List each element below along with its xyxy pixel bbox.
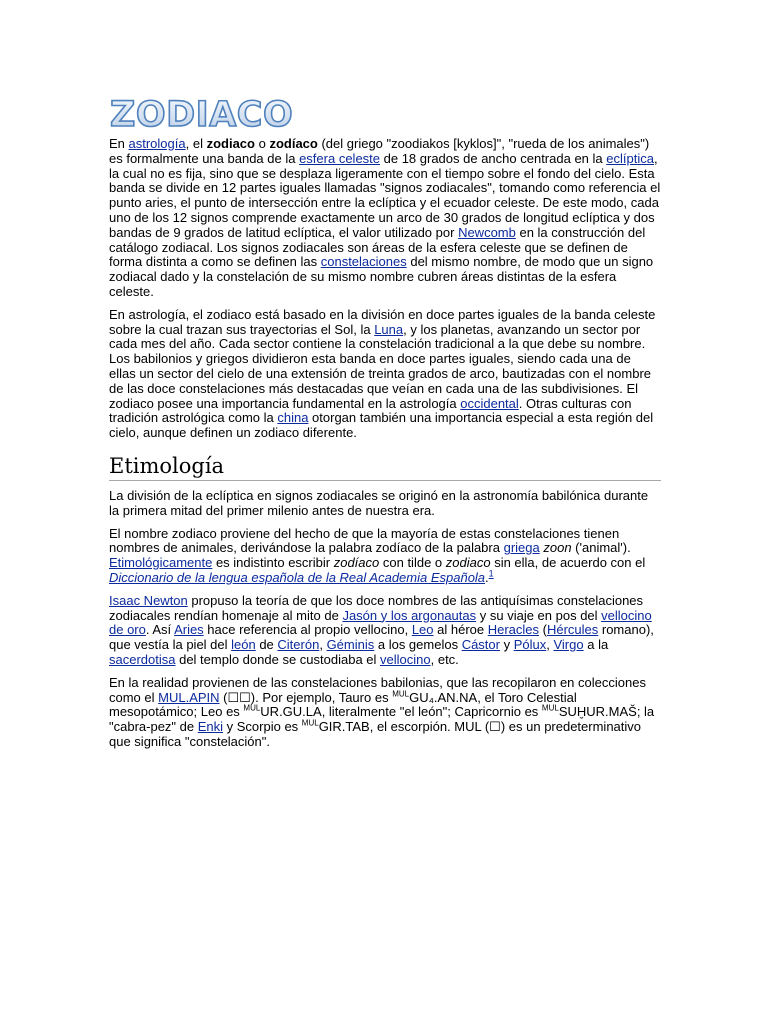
intro-paragraph: En astrología, el zodiaco o zodíaco (del griego "zoodiakos [kyklos]", "rueda de los animales") es formalmente una banda de la esfera celeste de 18 grados de ancho centrada en la eclíptica, la cual no es fija, sino que se desplaza ligeramente con el tiempo sobre el fondo del cielo. Esta banda se divide en 12 partes iguales llamadas "signos zodiacales", tomando como referencia el punto aries, el punto de intersección entre la eclíptica y el ecuador celeste. De este modo, cada uno de los 12 signos comprende exactamente un arco de 30 grados de longitud eclíptica y dos bandas de 9 grados de latitud eclíptica, el valor utilizado por Newcomb en la construcción del catálogo zodiacal. Los signos zodiacales son áreas de la esfera celeste que se definen de forma distinta a como se definen las constelaciones del mismo nombre, de modo que un signo zodiacal dado y la constelación de su mismo nombre cubren áreas distintas de la esfera celeste.: [109, 136, 661, 299]
link-vellocino-de-oro[interactable]: vellocino de oro: [109, 607, 652, 638]
link-geminis[interactable]: Géminis: [326, 637, 375, 653]
page-title: ZODIACO: [110, 95, 294, 135]
link-heracles[interactable]: Heracles: [487, 622, 540, 638]
link-sacerdotisa[interactable]: sacerdotisa: [109, 651, 176, 667]
section-heading-etimologia: Etimología: [109, 453, 661, 481]
link-isaac-newton[interactable]: Isaac Newton: [109, 592, 188, 608]
etymology-paragraph-2: El nombre zodiaco proviene del hecho de que la mayoría de estas constelaciones tienen nombres de animales, derivándose la palabra zodíaco de la palabra griega zoon ('animal'). Etimológicamente es indistinto escribir zodíaco con tilde o zodiaco sin ella, de acuerdo con el Diccionario de la lengua española de la Real Academia Española.$^1$: [109, 525, 646, 585]
link-vellocino[interactable]: vellocino: [380, 651, 431, 667]
link-ecliptica[interactable]: eclíptica: [606, 150, 654, 166]
link-luna[interactable]: Luna: [374, 321, 404, 337]
link-virgo[interactable]: Virgo: [553, 637, 584, 653]
babylonian-paragraph: En la realidad provienen de las constelaciones babilonias, que las recopilaron en colecciones como el MUL.APIN (☐☐). Por ejemplo, Tauro es $^{MUL}$GU₄.AN.NA, el Toro Celestial mesopotámico; Leo es $^{MUL}$UR.GU.LA, literalmente "el león"; Capricornio es $^{MUL}$SUḪUR.MAŠ; la "cabra-pez" de Enki y Scorpio es $^{MUL}$GIR.TAB, el escorpión. MUL (☐) es un predeterminativo que significa "constelación".: [109, 674, 655, 749]
link-citeron[interactable]: Citerón: [277, 637, 320, 653]
link-leo[interactable]: Leo: [411, 622, 434, 638]
title-logo: [109, 93, 661, 133]
link-castor[interactable]: Cástor: [461, 637, 500, 653]
link-polux[interactable]: Pólux: [513, 637, 547, 653]
link-occidental[interactable]: occidental: [460, 395, 519, 411]
link-esfera-celeste[interactable]: esfera celeste: [299, 150, 381, 166]
link-leon[interactable]: león: [231, 637, 256, 653]
article: [109, 93, 661, 758]
link-china[interactable]: china: [277, 410, 309, 426]
link-constelaciones[interactable]: constelaciones: [320, 254, 407, 270]
link-diccionario-rae[interactable]: Diccionario de la lengua española de la Real Academia Española: [109, 569, 486, 585]
link-newcomb[interactable]: Newcomb: [458, 224, 516, 240]
title-wordart: [109, 93, 294, 135]
newton-paragraph: Isaac Newton propuso la teoría de que los doce nombres de las antiquísimas constelaciones zodiacales rendían homenaje al mito de Jasón y los argonautas y su viaje en pos del vellocino de oro. Así Aries hace referencia al propio vellocino, Leo al héroe Heracles (Hércules romano), que vestía la piel del león de Citerón, Géminis a los gemelos Cástor y Pólux, Virgo a la sacerdotisa del templo donde se custodiaba el vellocino, etc.: [109, 592, 654, 667]
link-etimologicamente[interactable]: Etimológicamente: [109, 555, 213, 571]
footnote-ref-1[interactable]: 1: [488, 568, 494, 579]
link-hercules[interactable]: Hércules: [546, 622, 599, 638]
link-griega[interactable]: griega: [503, 540, 540, 556]
link-mul-apin[interactable]: MUL.APIN: [158, 689, 220, 705]
link-astrologia[interactable]: astrología: [128, 136, 186, 151]
link-jason-argonautas[interactable]: Jasón y los argonautas: [342, 607, 477, 623]
link-enki[interactable]: Enki: [197, 719, 224, 735]
link-aries[interactable]: Aries: [174, 622, 204, 638]
astrology-paragraph: En astrología, el zodiaco está basado en la división en doce partes iguales de la banda celeste sobre la cual trazan sus trayectorias el Sol, la Luna, y los planetas, avanzando un sector por cada mes del año. Cada sector contiene la constelación tradicional a la que debe su nombre. Los babilonios y griegos dividieron esta banda en doce partes iguales, siendo cada una de ellas un sector del cielo de una extensión de treinta grados de arco, bautizadas con el nombre de las doce constelaciones más destacadas que veían en cada una de las subdivisiones. El zodiaco posee una importancia fundamental en la astrología occidental. Otras culturas con tradición astrológica como la china otorgan también una importancia especial a esta región del cielo, aunque definen un zodiaco diferente.: [109, 306, 656, 441]
etymology-paragraph-1: La división de la eclíptica en signos zodiacales se originó en la astronomía babilónica durante la primera mitad del primer milenio antes de nuestra era.: [109, 487, 649, 518]
